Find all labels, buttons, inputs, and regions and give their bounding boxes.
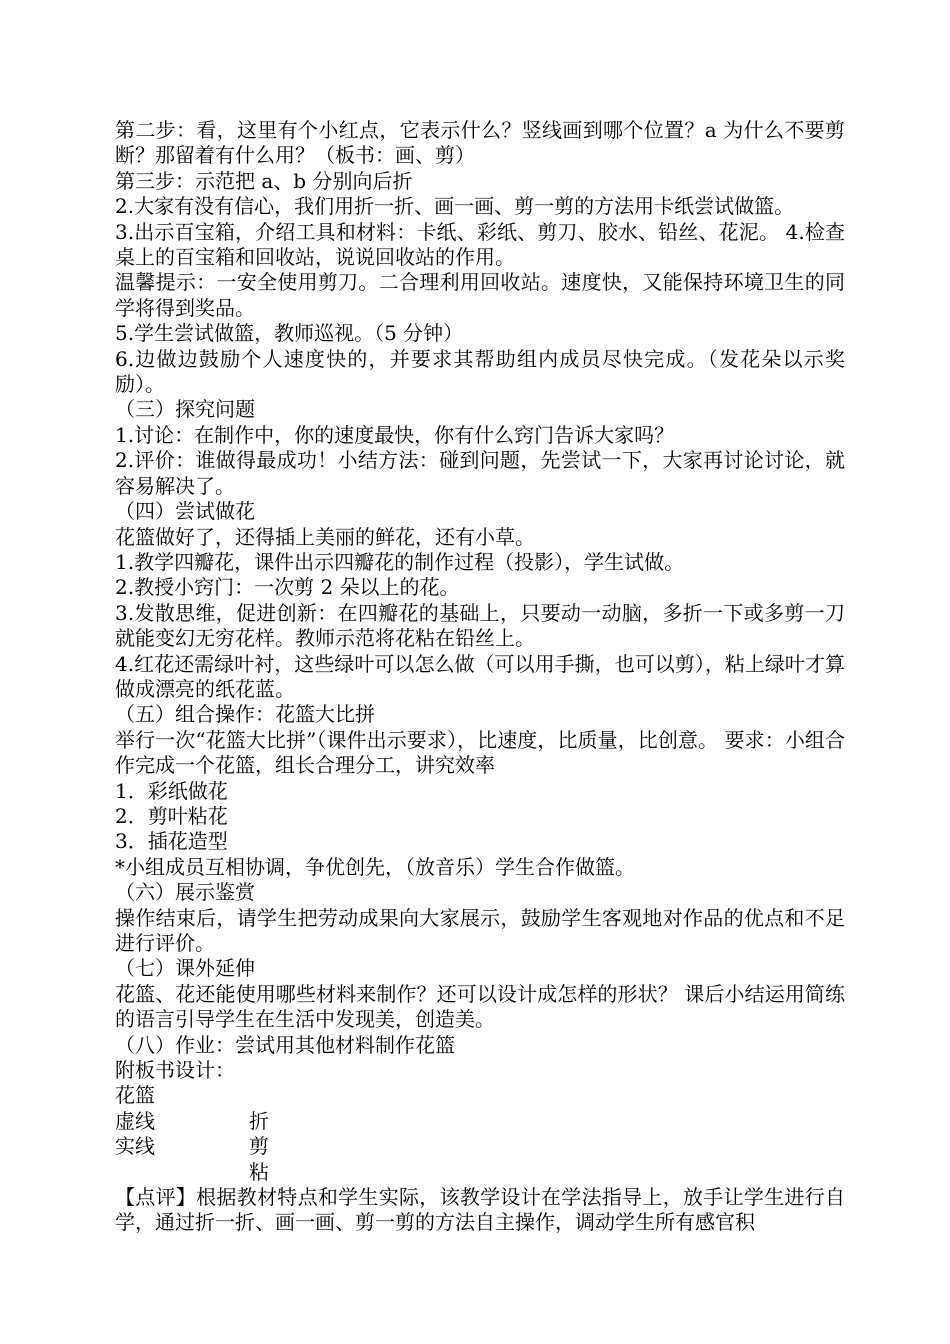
paragraph: 2.大家有没有信心，我们用折一折、画一画、剪一剪的方法用卡纸尝试做篮。 (115, 194, 795, 219)
section-heading: （六）展示鉴赏 (115, 880, 255, 905)
paragraph: 附板书设计： (115, 1058, 235, 1083)
paragraph: 温馨提示：一安全使用剪刀。二合理利用回收站。速度快，又能保持环境卫生的同学将得到奖品。 (115, 270, 845, 320)
board-title: 花篮 (115, 1083, 155, 1108)
paragraph: 第二步：看，这里有个小红点，它表示什么？竖线画到哪个位置？a 为什么不要剪断？那留着有什么用？（板书：画、剪） (115, 118, 845, 168)
paragraph: *小组成员互相协调，争优创先，（放音乐）学生合作做篮。 (115, 854, 635, 879)
paragraph: 2.教授小窍门：一次剪 2 朵以上的花。 (115, 575, 460, 600)
board-right-cell: 折 (249, 1108, 269, 1133)
section-heading: （三）探究问题 (115, 397, 255, 422)
board-row (115, 1109, 845, 1134)
section-heading: （四）尝试做花 (115, 499, 255, 524)
paragraph: 举行一次“花篮大比拼”（课件出示要求），比速度，比质量，比创意。 要求：小组合作完成一个花篮，组长合理分工，讲究效率 (115, 727, 845, 778)
paragraph: 6.边做边鼓励个人速度快的，并要求其帮助组内成员尽快完成。（发花朵以示奖励）。 (115, 346, 845, 397)
paragraph: 1.教学四瓣花，课件出示四瓣花的制作过程（投影），学生试做。 (115, 549, 685, 574)
paragraph: 3.出示百宝箱，介绍工具和材料：卡纸、彩纸、剪刀、胶水、铅丝、花泥。 4.检查桌上的百宝箱和回收站，说说回收站的作用。 (115, 219, 845, 270)
paragraph: 3.发散思维，促进创新：在四瓣花的基础上，只要动一动脑，多折一下或多剪一刀就能变幻无穷花样。教师示范将花粘在铅丝上。 (115, 600, 845, 651)
board-right-cell: 剪 (249, 1134, 269, 1159)
board-row (115, 1134, 845, 1159)
paragraph: 2.评价：谁做得最成功！小结方法：碰到问题，先尝试一下，大家再讨论讨论，就容易解决了。 (115, 448, 845, 498)
section-heading: （八）作业：尝试用其他材料制作花篮 (115, 1032, 455, 1057)
paragraph: 花篮、花还能使用哪些材料来制作？还可以设计成怎样的形状？ 课后小结运用简练的语言引导学生在生活中发现美，创造美。 (115, 981, 845, 1032)
paragraph: 花篮做好了，还得插上美丽的鲜花，还有小草。 (115, 524, 535, 549)
section-heading: （五）组合操作：花篮大比拼 (115, 702, 375, 727)
paragraph: 1.讨论：在制作中，你的速度最快，你有什么窍门告诉大家吗？ (115, 422, 675, 447)
list-item: 2．剪叶粘花 (115, 803, 228, 828)
board-left-cell: 虚线 (115, 1108, 155, 1133)
paragraph: 第三步：示范把 a、b 分别向后折 (115, 168, 413, 193)
list-item: 3．插花造型 (115, 829, 228, 854)
closing-comment: 【点评】根据教材特点和学生实际，该教学设计在学法指导上，放手让学生进行自学，通过折一折、画一画、剪一剪的方法自主操作，调动学生所有感官积 (115, 1185, 845, 1235)
board-left-cell: 实线 (115, 1134, 155, 1159)
board-right-cell: 粘 (249, 1159, 269, 1184)
paragraph: 5.学生尝试做篮，教师巡视。（5 分钟） (115, 321, 464, 346)
board-row (115, 1160, 845, 1185)
section-heading: （七）课外延伸 (115, 956, 255, 981)
list-item: 1．彩纸做花 (115, 778, 228, 803)
paragraph: 4.红花还需绿叶衬，这些绿叶可以怎么做（可以用手撕，也可以剪），粘上绿叶才算做成漂亮的纸花蓝。 (115, 651, 845, 701)
paragraph: 操作结束后，请学生把劳动成果向大家展示，鼓励学生客观地对作品的优点和不足进行评价。 (115, 905, 845, 955)
document-body (115, 118, 845, 1236)
